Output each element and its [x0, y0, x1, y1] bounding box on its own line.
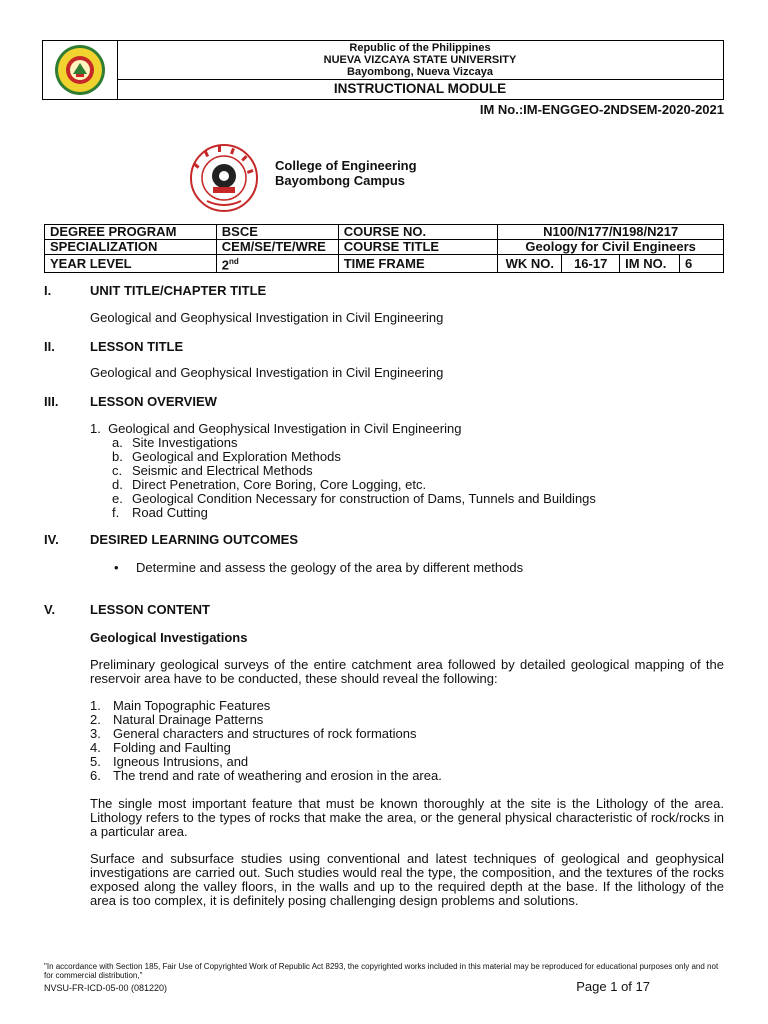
- list-item: [90, 727, 442, 741]
- list-marker: 5.: [90, 754, 101, 769]
- university-address: Bayombong, Nueva Vizcaya: [347, 66, 493, 78]
- course-no-label: COURSE NO.: [338, 225, 498, 240]
- degree-program-label: DEGREE PROGRAM: [45, 225, 217, 240]
- list-marker: 4.: [90, 740, 101, 755]
- im-no-value: 6: [680, 255, 724, 273]
- week-no-label: WK NO.: [498, 255, 562, 273]
- section-1-number: I.: [44, 283, 52, 298]
- list-text: General characters and structures of rock formations: [113, 726, 417, 741]
- table-row: [45, 255, 724, 273]
- course-info-table: [44, 224, 724, 273]
- list-text: Igneous Intrusions, and: [113, 754, 249, 769]
- list-item: [90, 741, 442, 755]
- section-1-text: Geological and Geophysical Investigation in Civil Engineering: [90, 310, 444, 325]
- investigation-list: [90, 699, 442, 783]
- year-level-label: YEAR LEVEL: [45, 255, 217, 273]
- im-number: IM No.:IM-ENGGEO-2NDSEM-2020-2021: [479, 102, 724, 117]
- section-2-text: Geological and Geophysical Investigation in Civil Engineering: [90, 365, 444, 380]
- list-marker: 6.: [90, 768, 101, 783]
- header-box: [42, 40, 724, 100]
- list-item: [112, 450, 596, 464]
- copyright-note: "In accordance with Section 185, Fair Use of Copyrighted Work of Republic Act 8293, the copyrighted works included in this material may be reproduced for educational purposes only and not for commercial distribution,": [44, 962, 719, 980]
- week-no-value: 16-17: [562, 255, 620, 273]
- list-text: Road Cutting: [132, 505, 208, 520]
- specialization-value: CEM/SE/TE/WRE: [216, 240, 338, 255]
- section-4-number: IV.: [44, 532, 59, 547]
- list-marker: 2.: [90, 712, 101, 727]
- course-title-value: Geology for Civil Engineers: [498, 240, 724, 255]
- university-seal-icon: [43, 41, 117, 99]
- list-item: [112, 492, 596, 506]
- section-5-number: V.: [44, 602, 56, 617]
- year-level-number: 2: [221, 257, 229, 273]
- content-paragraph-2: The single most important feature that must be known thoroughly at the site is the Lithology of the area. Lithology refers to the types of rocks that make the area, or the general physical characteristic of rock/rocks in a particular area.: [90, 796, 724, 839]
- degree-program-value: BSCE: [216, 225, 338, 240]
- year-level-value: [216, 255, 338, 273]
- table-row: [45, 240, 724, 255]
- im-no-label: IM NO.: [620, 255, 680, 273]
- form-code: NVSU-FR-ICD-05-00 (081220): [44, 983, 168, 993]
- table-row: [45, 225, 724, 240]
- section-2-title: LESSON TITLE: [90, 339, 184, 354]
- list-text: The trend and rate of weathering and erosion in the area.: [113, 768, 442, 783]
- list-text: Main Topographic Features: [113, 698, 271, 713]
- list-marker: a.: [112, 435, 123, 450]
- list-marker: 1.: [90, 698, 101, 713]
- list-item: [90, 713, 442, 727]
- section-4-title: DESIRED LEARNING OUTCOMES: [90, 532, 299, 547]
- module-title: INSTRUCTIONAL MODULE: [333, 81, 507, 96]
- course-no-value: N100/N177/N198/N217: [498, 225, 724, 240]
- course-title-label: COURSE TITLE: [338, 240, 498, 255]
- overview-item: 1. Geological and Geophysical Investigation in Civil Engineering: [90, 421, 462, 436]
- college-name: College of Engineering: [275, 158, 417, 173]
- list-item: [112, 436, 596, 450]
- bullet-icon: •: [114, 560, 119, 575]
- college-logo-icon: [185, 143, 263, 213]
- list-marker: b.: [112, 449, 123, 464]
- list-text: Seismic and Electrical Methods: [132, 463, 313, 478]
- list-item: [90, 699, 442, 713]
- list-item: [112, 478, 596, 492]
- page-number: Page 1 of 17: [576, 979, 650, 994]
- college-campus: Bayombong Campus: [275, 173, 406, 188]
- overview-sublist: [112, 436, 596, 520]
- list-text: Geological Condition Necessary for construction of Dams, Tunnels and Buildings: [132, 491, 596, 506]
- list-marker: 3.: [90, 726, 101, 741]
- list-item: [112, 506, 596, 520]
- outcome-bullet: Determine and assess the geology of the area by different methods: [136, 560, 524, 575]
- year-level-suffix: nd: [229, 257, 239, 266]
- list-text: Natural Drainage Patterns: [113, 712, 264, 727]
- list-marker: d.: [112, 477, 123, 492]
- specialization-label: SPECIALIZATION: [45, 240, 217, 255]
- list-item: [90, 755, 442, 769]
- university-name: NUEVA VIZCAYA STATE UNIVERSITY: [323, 54, 517, 66]
- list-text: Folding and Faulting: [113, 740, 231, 755]
- list-text: Direct Penetration, Core Boring, Core Logging, etc.: [132, 477, 427, 492]
- college-block: [275, 158, 417, 188]
- section-2-number: II.: [44, 339, 55, 354]
- list-text: Site Investigations: [132, 435, 238, 450]
- list-text: Geological and Exploration Methods: [132, 449, 341, 464]
- republic-line: Republic of the Philippines: [349, 42, 491, 54]
- section-5-title: LESSON CONTENT: [90, 602, 210, 617]
- section-1-title: UNIT TITLE/CHAPTER TITLE: [90, 283, 267, 298]
- list-marker: e.: [112, 491, 123, 506]
- section-3-number: III.: [44, 394, 59, 409]
- list-marker: c.: [112, 463, 123, 478]
- list-marker: f.: [112, 505, 120, 520]
- university-seal-cell: [43, 41, 118, 99]
- section-3-title: LESSON OVERVIEW: [90, 394, 217, 409]
- content-paragraph-1: Preliminary geological surveys of the entire catchment area followed by detailed geological mapping of the reservoir area have to be conducted, these should reveal the following:: [90, 657, 724, 686]
- time-frame-label: TIME FRAME: [338, 255, 498, 273]
- list-item: [90, 769, 442, 783]
- content-paragraph-3: Surface and subsurface studies using conventional and latest techniques of geological and geophysical investigations are carried out. Such studies would real the type, the composition, and the textures of the rocks exposed along the valley floors, in the walls and up to the required depth at the base. If the lithology of the area is too complex, it is definitely posing challenging design problems and solutions.: [90, 851, 724, 908]
- university-heading: [117, 41, 723, 80]
- list-item: [112, 464, 596, 478]
- content-subheading: Geological Investigations: [90, 630, 248, 645]
